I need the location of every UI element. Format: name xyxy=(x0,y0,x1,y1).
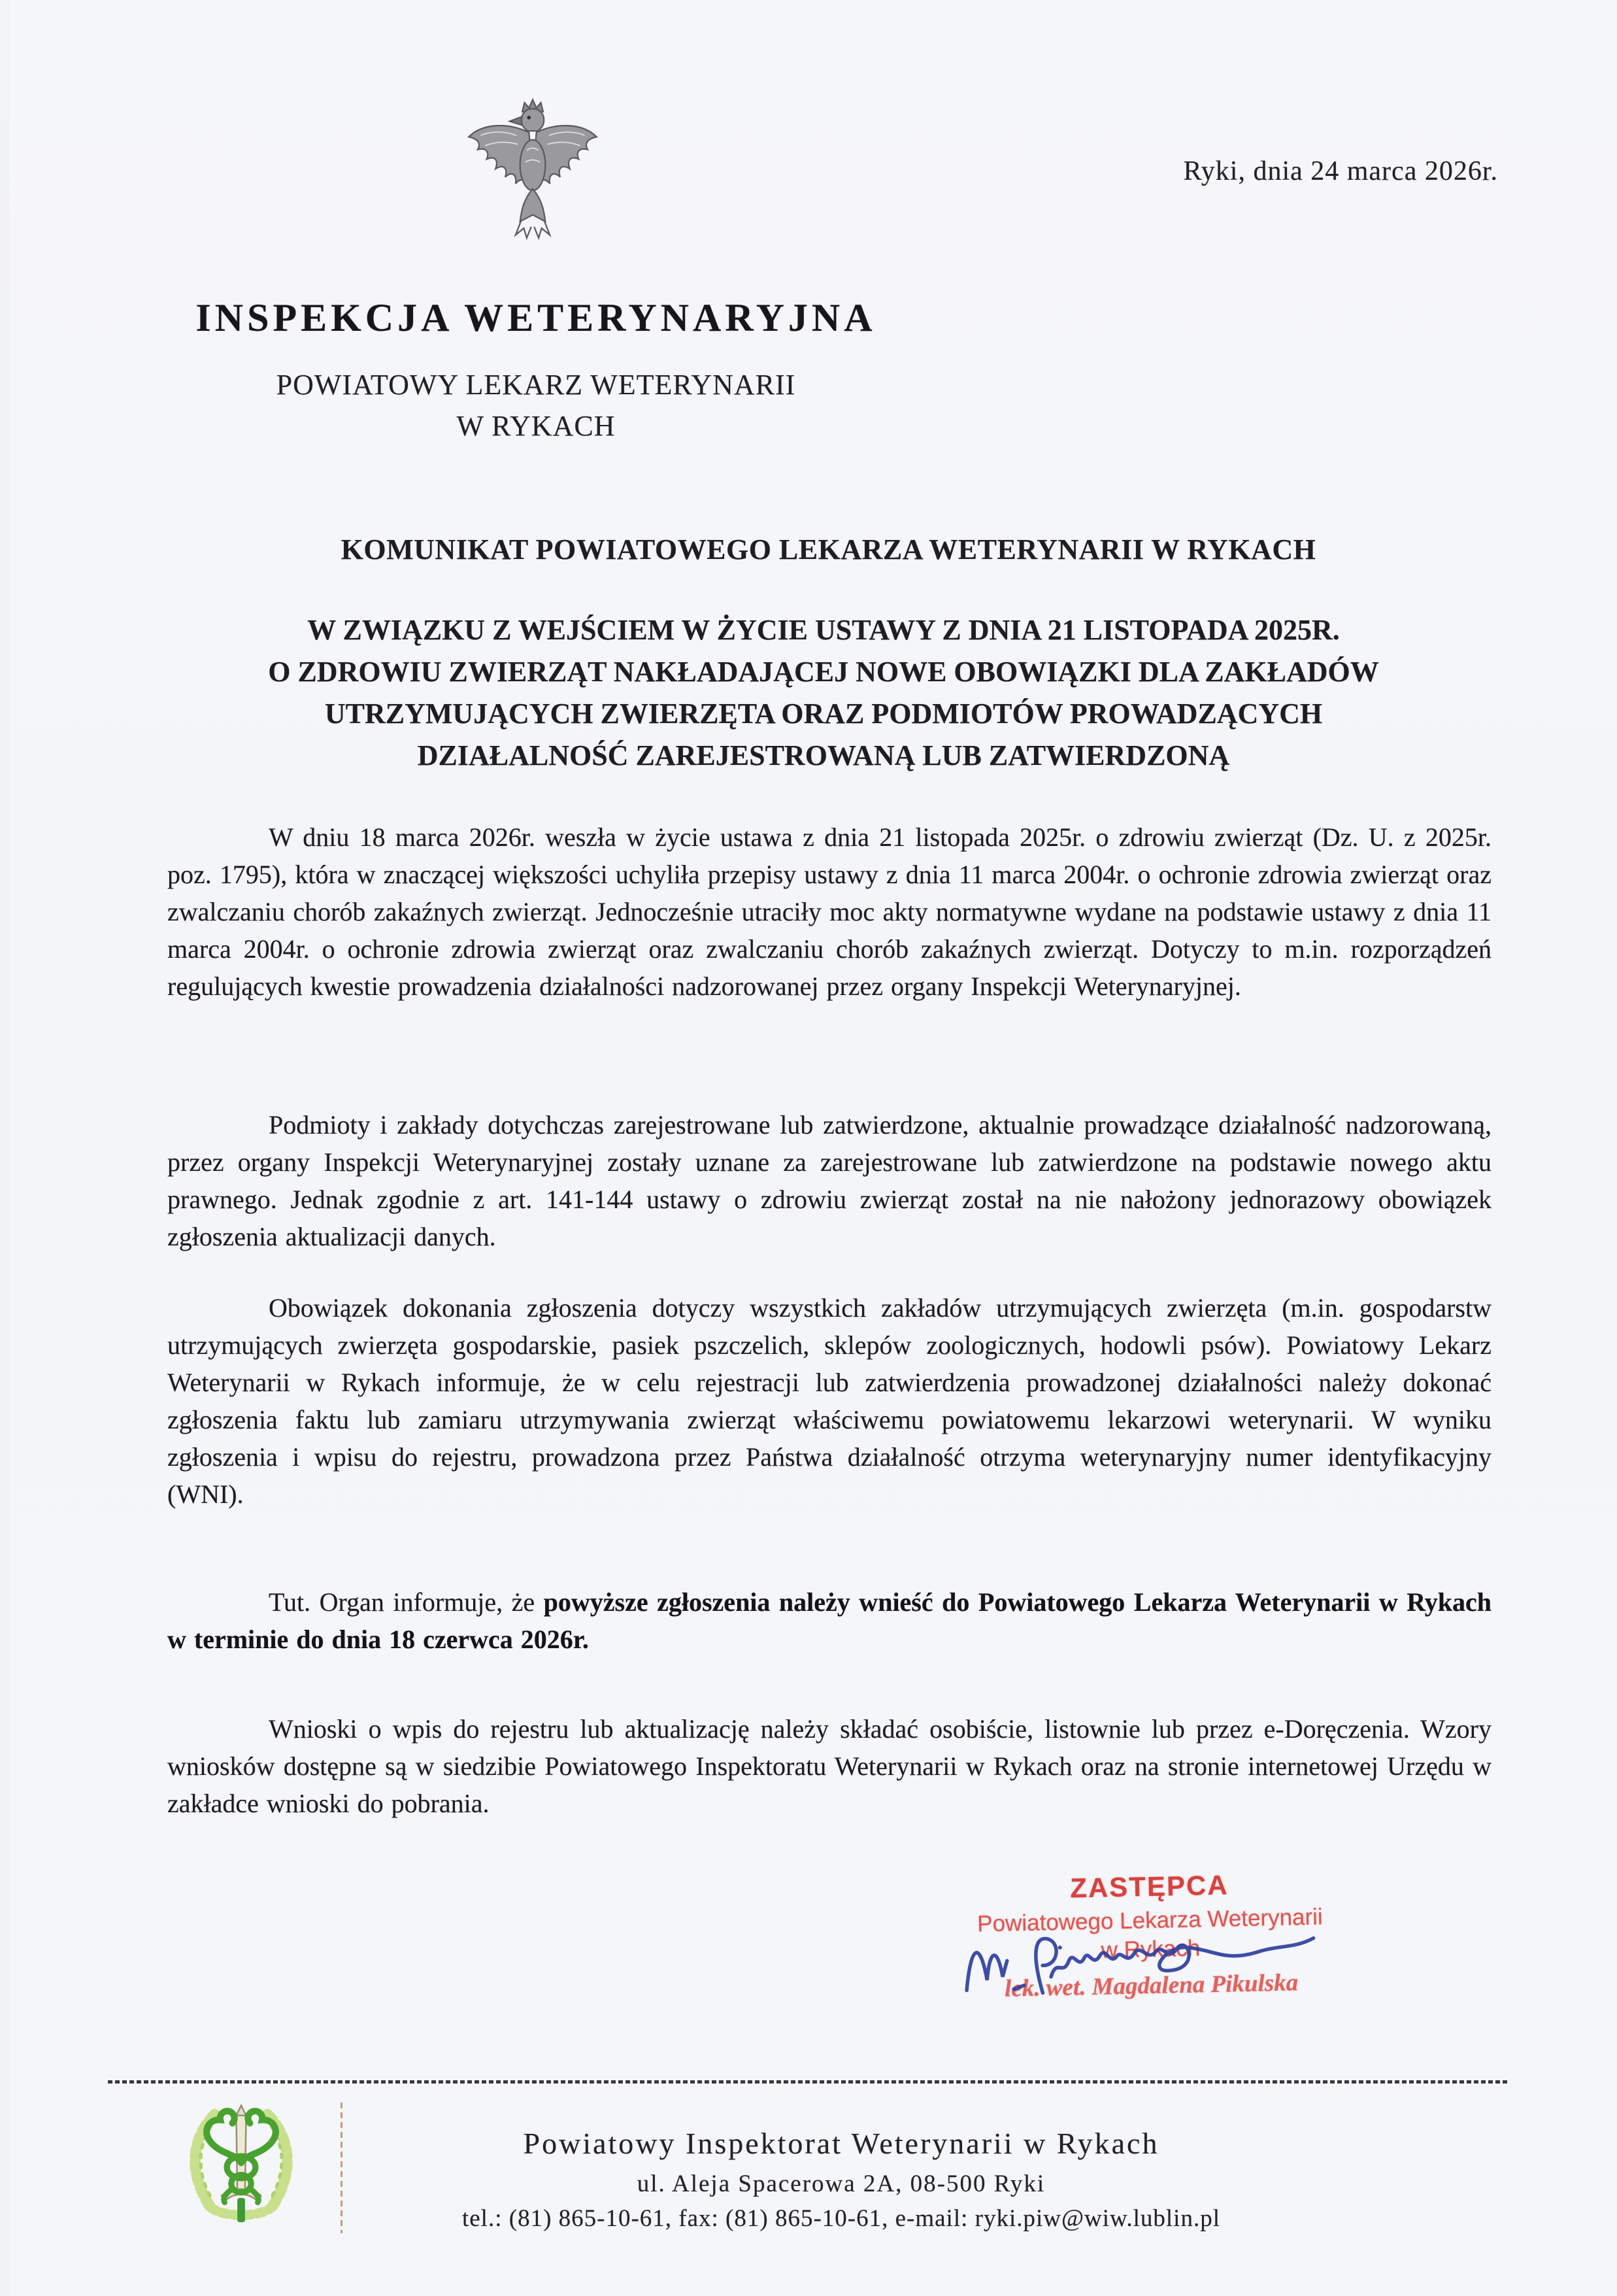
paragraph-deadline xyxy=(167,1583,1492,1658)
date-line: Ryki, dnia 24 marca 2026r. xyxy=(1183,156,1498,186)
org-name: INSPEKCJA WETERYNARYJNA xyxy=(195,296,876,339)
stamp-office-line: Powiatowego Lekarza Weterynarii xyxy=(976,1904,1324,1937)
footer-address: ul. Aleja Spacerowa 2A, 08-500 Ryki xyxy=(637,2170,1046,2197)
doc-subtitle-line: DZIAŁALNOŚĆ ZAREJESTROWANĄ LUB ZATWIERDZONĄ xyxy=(417,739,1230,771)
doc-subtitle-line: UTRZYMUJĄCYCH ZWIERZĘTA ORAZ PODMIOTÓW PROWADZĄCYCH xyxy=(324,698,1323,730)
doc-subtitle-line: W ZWIĄZKU Z WEJŚCIEM W ŻYCIE USTAWY Z DNIA 21 LISTOPADA 2025R. xyxy=(307,614,1340,646)
org-unit: POWIATOWY LEKARZ WETERYNARII xyxy=(276,369,796,401)
stamp-name-line: lek. wet. Magdalena Pikulska xyxy=(1004,1969,1299,2002)
paragraph-deadline-normal: Tut. Organ informuje, że xyxy=(269,1587,544,1617)
org-city: W RYKACH xyxy=(456,410,616,442)
footer-contact: tel.: (81) 865-10-61, fax: (81) 865-10-61, e-mail: ryki.piw@wiw.lublin.pl xyxy=(461,2205,1220,2232)
paragraph-deadline-bold: powyższe zgłoszenia należy wnieść do Powiatowego Lekarza Weterynarii w Rykach w terminie do dnia 18 czerwca 2026r. xyxy=(167,1587,1492,1654)
footer-divider xyxy=(108,2080,1509,2084)
paragraph-submission: Wnioski o wpis do rejestru lub aktualizację należy składać osobiście, listownie lub przez e-Doręczenia. Wzory wniosków dostępne są w siedzibie Powiatowego Inspektoratu Weterynarii w Rykach oraz na stronie internetowej Urzędu w zakładce wnioski do pobrania. xyxy=(167,1714,1492,1818)
doc-title: KOMUNIKAT POWIATOWEGO LEKARZA WETERYNARII W RYKACH xyxy=(341,533,1316,566)
footer-org: Powiatowy Inspektorat Weterynarii w Rykach xyxy=(523,2127,1159,2160)
handwritten-signature xyxy=(948,1897,1346,2022)
paragraph-intro: W dniu 18 marca 2026r. weszła w życie ustawa z dnia 21 listopada 2025r. o zdrowiu zwierząt (Dz. U. z 2025r. poz. 1795), która w znaczącej większości uchyliła przepisy ustawy z dnia 11 marca 2004r. o ochronie zdrowia zwierząt oraz zwalczaniu chorób zakaźnych zwierząt. Jednocześnie utraciły moc akty normatywne wydane na podstawie ustawy z dnia 11 marca 2004r. o ochronie zdrowia zwierząt oraz zwalczaniu chorób zakaźnych zwierząt. Dotyczy to m.in. rozporządzeń regulujących kwestie prowadzenia działalności nadzorowanej przez organy Inspekcji Weterynaryjnej. xyxy=(167,822,1492,1001)
polish-eagle-emblem xyxy=(458,97,608,260)
footer xyxy=(170,2126,1512,2233)
stamp-city-line: w Rykach xyxy=(1101,1935,1201,1963)
paragraph-registered-entities: Podmioty i zakłady dotychczas zarejestrowane lub zatwierdzone, aktualnie prowadzące działalność nadzorowaną, przez organy Inspekcji Weterynaryjnej zostały uznane za zarejestrowane lub zatwierdzone na podstawie nowego aktu prawnego. Jednak zgodnie z art. 141-144 ustawy o zdrowiu zwierząt został na nie nałożony jednorazowy obowiązek zgłoszenia aktualizacji danych. xyxy=(167,1110,1492,1251)
letterhead xyxy=(92,295,980,443)
doc-subtitle xyxy=(150,609,1497,777)
doc-subtitle-line: O ZDROWIU ZWIERZĄT NAKŁADAJĄCEJ NOWE OBOWIĄZKI DLA ZAKŁADÓW xyxy=(268,656,1379,688)
stamp-role-line: ZASTĘPCA xyxy=(1069,1869,1229,1904)
paragraph-obligation: Obowiązek dokonania zgłoszenia dotyczy wszystkich zakładów utrzymujących zwierzęta (m.in. gospodarstw utrzymujących zwierzęta gospodarskie, pasiek pszczelich, sklepów zoologicznych, hodowli psów). Powiatowy Lekarz Weterynarii w Rykach informuje, że w celu rejestracji lub zatwierdzenia prowadzonej działalności należy dokonać zgłoszenia faktu lub zamiaru utrzymywania zwierząt właściwemu powiatowemu lekarzowi weterynarii. W wyniku zgłoszenia i wpisu do rejestru, prowadzona przez Państwa działalność otrzyma weterynaryjny numer identyfikacyjny (WNI). xyxy=(167,1293,1492,1509)
